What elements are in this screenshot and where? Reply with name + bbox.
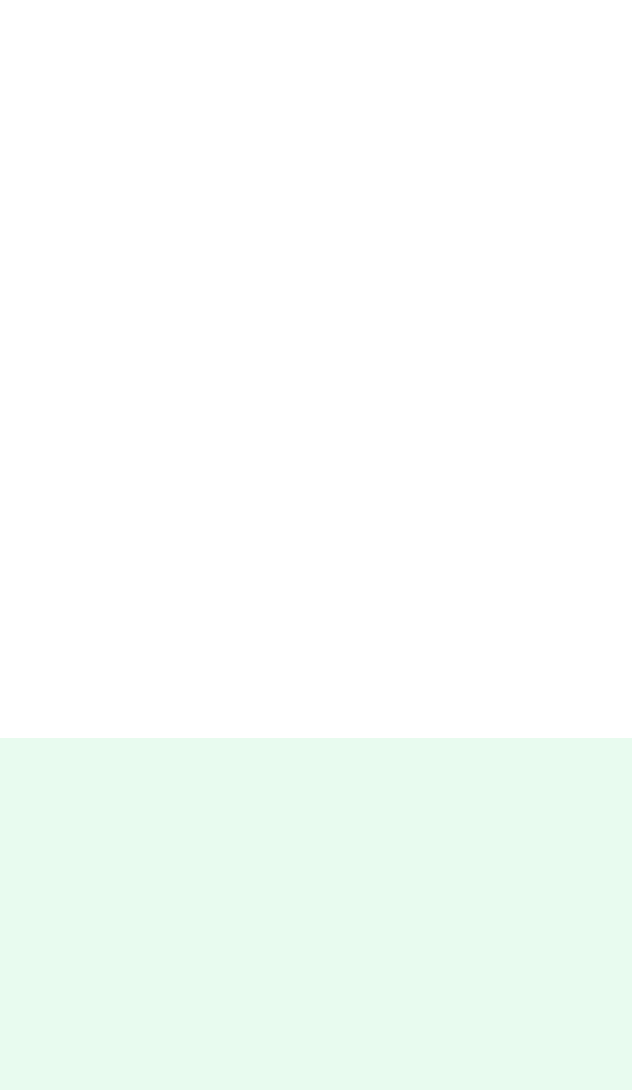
answer-box bbox=[0, 738, 632, 1090]
